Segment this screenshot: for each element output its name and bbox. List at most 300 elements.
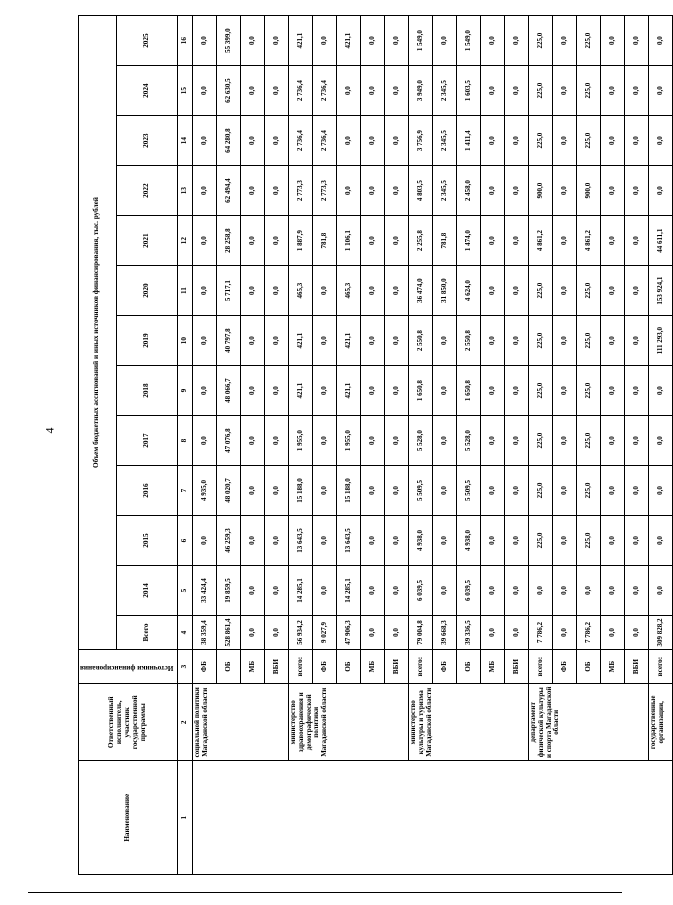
year-value-cell: 0,0 [601,466,625,516]
header-total: Всего [116,616,177,650]
year-value-cell: 0,0 [505,516,529,566]
source-cell: ФБ [553,650,577,684]
year-value-cell: 4 938,0 [409,516,433,566]
year-value-cell: 0,0 [313,266,337,316]
header-year: 2025 [116,16,177,66]
source-cell: ОБ [457,650,481,684]
year-value-cell: 1 955,0 [337,416,361,466]
year-value-cell: 225,0 [529,116,553,166]
year-value-cell: 0,0 [385,16,409,66]
source-cell: МБ [601,650,625,684]
source-cell: ОБ [577,650,601,684]
year-value-cell: 1 887,9 [289,216,313,266]
year-value-cell: 0,0 [625,316,649,366]
year-value-cell: 0,0 [265,316,289,366]
year-value-cell: 6 039,5 [409,566,433,616]
year-value-cell: 0,0 [553,266,577,316]
year-value-cell: 0,0 [625,366,649,416]
footer-rule [28,892,622,893]
column-number: 13 [178,166,193,216]
total-cell: 0,0 [265,616,289,650]
year-value-cell: 0,0 [361,466,385,516]
source-cell: ФБ [433,650,457,684]
year-value-cell: 1 549,0 [457,16,481,66]
name-cell [193,761,673,875]
year-value-cell: 2 736,4 [313,66,337,116]
year-value-cell: 0,0 [361,166,385,216]
year-value-cell: 225,0 [529,266,553,316]
year-value-cell: 465,3 [337,266,361,316]
year-value-cell: 0,0 [625,416,649,466]
header-funding-caption: Объем бюджетных ассигнований и иных источников финансирования, тыс. рублей [79,16,117,650]
year-value-cell: 36 474,0 [409,266,433,316]
source-cell: ОБ [217,650,241,684]
year-value-cell: 5 717,1 [217,266,241,316]
year-value-cell: 0,0 [625,466,649,516]
header-year: 2015 [116,516,177,566]
total-cell: 7 786,2 [529,616,553,650]
year-value-cell: 0,0 [649,16,673,66]
source-cell: всего: [649,650,673,684]
source-cell: всего: [289,650,313,684]
source-cell: всего: [529,650,553,684]
year-value-cell: 0,0 [265,516,289,566]
year-value-cell: 62 494,4 [217,166,241,216]
source-cell: ВБИ [505,650,529,684]
funding-table [78,15,673,875]
total-cell: 528 861,4 [217,616,241,650]
year-value-cell: 1 549,0 [409,16,433,66]
year-value-cell: 0,0 [361,516,385,566]
year-value-cell: 0,0 [385,216,409,266]
year-value-cell: 48 020,7 [217,466,241,516]
year-value-cell: 31 850,0 [433,266,457,316]
year-value-cell: 2 773,3 [289,166,313,216]
year-value-cell: 0,0 [313,16,337,66]
year-value-cell: 421,1 [289,316,313,366]
year-value-cell: 0,0 [361,416,385,466]
year-value-cell: 225,0 [577,16,601,66]
year-value-cell: 0,0 [529,566,553,616]
year-value-cell: 225,0 [529,466,553,516]
header-year: 2022 [116,166,177,216]
total-cell: 0,0 [361,616,385,650]
year-value-cell: 0,0 [193,116,217,166]
year-value-cell: 0,0 [601,16,625,66]
year-value-cell: 225,0 [529,316,553,366]
year-value-cell: 0,0 [625,216,649,266]
year-value-cell: 0,0 [601,366,625,416]
year-value-cell: 225,0 [577,416,601,466]
year-value-cell: 2 345,5 [433,66,457,116]
year-value-cell: 0,0 [361,66,385,116]
total-cell: 7 786,2 [577,616,601,650]
column-number: 4 [178,616,193,650]
total-cell: 0,0 [385,616,409,650]
year-value-cell: 0,0 [361,116,385,166]
year-value-cell: 0,0 [313,316,337,366]
year-value-cell: 0,0 [193,516,217,566]
year-value-cell: 0,0 [193,66,217,116]
year-value-cell: 4 935,0 [193,466,217,516]
year-value-cell: 0,0 [433,16,457,66]
header-name: Наименование [79,761,178,875]
source-cell: ФБ [313,650,337,684]
year-value-cell: 0,0 [265,266,289,316]
year-value-cell: 2 736,4 [313,116,337,166]
total-cell: 39 336,5 [457,616,481,650]
year-value-cell: 0,0 [625,566,649,616]
year-value-cell: 0,0 [553,416,577,466]
table-row [649,16,673,875]
year-value-cell: 2 550,8 [409,316,433,366]
year-value-cell: 421,1 [337,16,361,66]
year-value-cell: 225,0 [577,366,601,416]
source-cell: МБ [241,650,265,684]
year-value-cell: 3 949,0 [409,66,433,116]
table-row [529,16,553,875]
year-value-cell: 14 285,1 [289,566,313,616]
year-value-cell: 0,0 [649,116,673,166]
responsible-cell: департамент физической культуры и спорта Магаданской области [529,684,649,761]
year-value-cell: 0,0 [553,466,577,516]
header-year: 2023 [116,116,177,166]
year-value-cell: 781,8 [313,216,337,266]
year-value-cell: 0,0 [241,366,265,416]
total-cell: 79 004,8 [409,616,433,650]
header-year: 2014 [116,566,177,616]
year-value-cell: 0,0 [241,466,265,516]
source-cell: ФБ [193,650,217,684]
year-value-cell: 5 528,0 [457,416,481,466]
year-value-cell: 13 643,5 [337,516,361,566]
column-number: 7 [178,466,193,516]
year-value-cell: 47 076,8 [217,416,241,466]
year-value-cell: 0,0 [241,266,265,316]
year-value-cell: 0,0 [481,16,505,66]
year-value-cell: 0,0 [649,516,673,566]
year-value-cell: 2 345,5 [433,116,457,166]
year-value-cell: 0,0 [505,266,529,316]
year-value-cell: 0,0 [361,16,385,66]
year-value-cell: 5 528,0 [409,416,433,466]
header-year: 2019 [116,316,177,366]
total-cell: 47 906,3 [337,616,361,650]
year-value-cell: 0,0 [241,16,265,66]
year-value-cell: 1 603,5 [457,66,481,116]
year-value-cell: 0,0 [649,66,673,116]
year-value-cell: 0,0 [265,66,289,116]
year-value-cell: 0,0 [553,66,577,116]
year-value-cell: 225,0 [529,416,553,466]
year-value-cell: 0,0 [481,466,505,516]
year-value-cell: 2 255,8 [409,216,433,266]
year-value-cell: 0,0 [481,166,505,216]
year-value-cell: 0,0 [649,416,673,466]
year-value-cell: 0,0 [241,516,265,566]
year-value-cell: 900,0 [529,166,553,216]
year-value-cell: 28 258,8 [217,216,241,266]
year-value-cell: 0,0 [481,66,505,116]
year-value-cell: 64 280,8 [217,116,241,166]
table-row [409,16,433,875]
year-value-cell: 5 509,5 [457,466,481,516]
year-value-cell: 33 424,4 [193,566,217,616]
year-value-cell: 0,0 [265,116,289,166]
year-value-cell: 4 861,2 [529,216,553,266]
year-value-cell: 0,0 [337,116,361,166]
year-value-cell: 0,0 [193,16,217,66]
header-source: Источники финансирования [79,650,178,684]
total-cell: 309 828,2 [649,616,673,650]
column-number: 12 [178,216,193,266]
year-value-cell: 0,0 [193,366,217,416]
year-value-cell: 0,0 [505,166,529,216]
total-cell: 0,0 [625,616,649,650]
header-year: 2017 [116,416,177,466]
year-value-cell: 13 643,5 [289,516,313,566]
year-value-cell: 0,0 [601,566,625,616]
year-value-cell: 0,0 [361,316,385,366]
year-value-cell: 0,0 [553,216,577,266]
column-number: 11 [178,266,193,316]
year-value-cell: 0,0 [313,566,337,616]
year-value-cell: 225,0 [577,116,601,166]
year-value-cell: 0,0 [265,416,289,466]
year-value-cell: 225,0 [577,316,601,366]
year-value-cell: 781,8 [433,216,457,266]
year-value-cell: 421,1 [337,316,361,366]
source-cell: ВБИ [265,650,289,684]
year-value-cell: 225,0 [577,66,601,116]
year-value-cell: 44 611,1 [649,216,673,266]
year-value-cell: 46 259,3 [217,516,241,566]
year-value-cell: 225,0 [529,366,553,416]
year-value-cell: 0,0 [649,466,673,516]
year-value-cell: 0,0 [505,466,529,516]
year-value-cell: 0,0 [385,166,409,216]
total-cell: 38 359,4 [193,616,217,650]
column-number: 14 [178,116,193,166]
year-value-cell: 0,0 [313,516,337,566]
year-value-cell: 0,0 [505,366,529,416]
year-value-cell: 0,0 [481,116,505,166]
year-value-cell: 0,0 [313,466,337,516]
total-cell: 0,0 [481,616,505,650]
year-value-cell: 0,0 [385,66,409,116]
year-value-cell: 0,0 [433,366,457,416]
year-value-cell: 0,0 [553,166,577,216]
year-value-cell: 225,0 [577,466,601,516]
year-value-cell: 1 955,0 [289,416,313,466]
year-value-cell: 0,0 [481,266,505,316]
year-value-cell: 0,0 [505,216,529,266]
header-year: 2024 [116,66,177,116]
year-value-cell: 465,3 [289,266,313,316]
year-value-cell: 0,0 [625,516,649,566]
year-value-cell: 0,0 [553,16,577,66]
year-value-cell: 0,0 [625,166,649,216]
year-value-cell: 0,0 [265,566,289,616]
year-value-cell: 0,0 [361,216,385,266]
year-value-cell: 0,0 [601,116,625,166]
year-value-cell: 0,0 [505,316,529,366]
table-row [289,16,313,875]
year-value-cell: 153 924,1 [649,266,673,316]
year-value-cell: 4 861,2 [577,216,601,266]
year-value-cell: 0,0 [385,516,409,566]
year-value-cell: 0,0 [601,416,625,466]
year-value-cell: 0,0 [553,366,577,416]
year-value-cell: 2 458,0 [457,166,481,216]
rotated-page [78,15,666,875]
year-value-cell: 15 188,0 [337,466,361,516]
year-value-cell: 0,0 [193,416,217,466]
year-value-cell: 0,0 [241,166,265,216]
year-value-cell: 1 411,4 [457,116,481,166]
year-value-cell: 0,0 [553,116,577,166]
year-value-cell: 0,0 [481,566,505,616]
year-value-cell: 0,0 [433,566,457,616]
total-cell: 39 668,3 [433,616,457,650]
header-year: 2016 [116,466,177,516]
year-value-cell: 0,0 [601,266,625,316]
year-value-cell: 48 066,7 [217,366,241,416]
responsible-cell: государственные организации, [649,684,673,761]
year-value-cell: 0,0 [601,216,625,266]
year-value-cell: 5 509,5 [409,466,433,516]
year-value-cell: 2 773,3 [313,166,337,216]
year-value-cell: 0,0 [649,566,673,616]
header-responsible: Ответственный исполнитель, участник государственной программы [79,684,178,761]
year-value-cell: 421,1 [289,16,313,66]
year-value-cell: 111 293,0 [649,316,673,366]
year-value-cell: 0,0 [265,366,289,416]
year-value-cell: 0,0 [385,566,409,616]
header-year: 2021 [116,216,177,266]
year-value-cell: 0,0 [601,66,625,116]
year-value-cell: 4 803,5 [409,166,433,216]
column-number: 10 [178,316,193,366]
source-cell: ВБИ [625,650,649,684]
column-number: 16 [178,16,193,66]
source-cell: ВБИ [385,650,409,684]
year-value-cell: 0,0 [505,566,529,616]
year-value-cell: 55 399,0 [217,16,241,66]
year-value-cell: 0,0 [625,266,649,316]
year-value-cell: 0,0 [313,366,337,416]
year-value-cell: 0,0 [601,316,625,366]
year-value-cell: 0,0 [601,166,625,216]
year-value-cell: 0,0 [433,466,457,516]
column-number: 8 [178,416,193,466]
column-number: 2 [178,684,193,761]
year-value-cell: 40 797,8 [217,316,241,366]
year-value-cell: 0,0 [337,166,361,216]
year-value-cell: 0,0 [505,416,529,466]
year-value-cell: 0,0 [193,266,217,316]
year-value-cell: 0,0 [385,366,409,416]
column-number: 9 [178,366,193,416]
year-value-cell: 0,0 [553,516,577,566]
source-cell: МБ [481,650,505,684]
year-value-cell: 0,0 [433,416,457,466]
year-value-cell: 1 474,0 [457,216,481,266]
year-value-cell: 421,1 [289,366,313,416]
year-value-cell: 0,0 [385,316,409,366]
column-number: 1 [178,761,193,875]
total-cell: 56 934,2 [289,616,313,650]
year-value-cell: 1 650,8 [409,366,433,416]
year-value-cell: 19 859,5 [217,566,241,616]
year-value-cell: 0,0 [649,366,673,416]
year-value-cell: 0,0 [241,66,265,116]
total-cell: 0,0 [505,616,529,650]
year-value-cell: 15 188,0 [289,466,313,516]
year-value-cell: 0,0 [577,566,601,616]
year-value-cell: 0,0 [313,416,337,466]
year-value-cell: 0,0 [481,366,505,416]
year-value-cell: 2 345,5 [433,166,457,216]
year-value-cell: 225,0 [529,516,553,566]
year-value-cell: 0,0 [481,516,505,566]
year-value-cell: 6 039,5 [457,566,481,616]
page-number: 4 [42,427,57,434]
table-row [193,16,217,875]
source-cell: ОБ [337,650,361,684]
year-value-cell: 0,0 [265,466,289,516]
year-value-cell: 0,0 [193,166,217,216]
year-value-cell: 0,0 [625,116,649,166]
year-value-cell: 0,0 [505,116,529,166]
year-value-cell: 225,0 [577,516,601,566]
year-value-cell: 225,0 [577,266,601,316]
year-value-cell: 0,0 [385,116,409,166]
year-value-cell: 0,0 [265,216,289,266]
year-value-cell: 0,0 [361,566,385,616]
year-value-cell: 0,0 [265,166,289,216]
responsible-cell: министерство культуры и туризма Магаданской области [409,684,529,761]
year-value-cell: 0,0 [241,216,265,266]
year-value-cell: 225,0 [529,16,553,66]
year-value-cell: 1 650,8 [457,366,481,416]
year-value-cell: 0,0 [481,416,505,466]
year-value-cell: 0,0 [241,116,265,166]
year-value-cell: 0,0 [241,316,265,366]
year-value-cell: 4 938,0 [457,516,481,566]
responsible-cell: министерство здравоохранения и демографической политики Магаданской области [289,684,409,761]
year-value-cell: 0,0 [553,566,577,616]
year-value-cell: 0,0 [625,16,649,66]
year-value-cell: 0,0 [505,66,529,116]
year-value-cell: 0,0 [265,16,289,66]
total-cell: 9 027,9 [313,616,337,650]
year-value-cell: 0,0 [433,316,457,366]
header-year: 2018 [116,366,177,416]
column-number: 5 [178,566,193,616]
total-cell: 0,0 [601,616,625,650]
year-value-cell: 0,0 [361,366,385,416]
year-value-cell: 2 736,4 [289,66,313,116]
year-value-cell: 0,0 [241,416,265,466]
year-value-cell: 225,0 [529,66,553,116]
year-value-cell: 1 106,1 [337,216,361,266]
year-value-cell: 421,1 [337,366,361,416]
year-value-cell: 0,0 [481,316,505,366]
year-value-cell: 0,0 [649,166,673,216]
year-value-cell: 0,0 [553,316,577,366]
column-number: 3 [178,650,193,684]
